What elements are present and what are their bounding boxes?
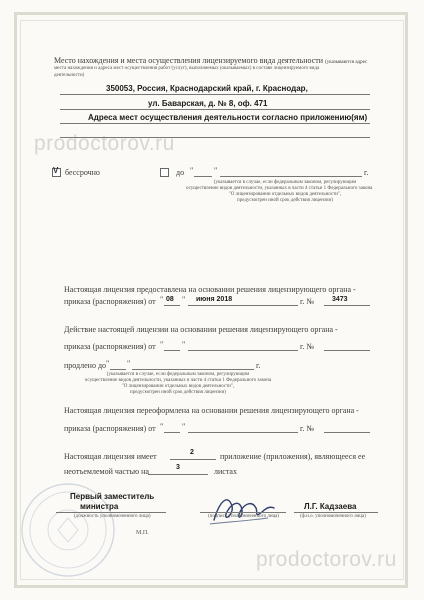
extension-note-line1: (указывается в случае, если федеральным законом, регулирующим	[106, 372, 250, 377]
term-note	[186, 180, 373, 204]
extension-until-suffix: г.	[256, 361, 261, 370]
reissue-line1: Настоящая лицензия переоформлена на основании решения лицензирующего органа -	[64, 406, 359, 415]
extension-until-quote-open: "	[106, 359, 110, 368]
reissue-number-line	[324, 432, 370, 433]
appendix-count: 2	[190, 449, 194, 456]
signer-position-line2: министра	[80, 502, 119, 511]
reissue-quote-close: "	[182, 422, 186, 431]
basis-quote-open: "	[160, 295, 164, 304]
address-line3: Адреса мест осуществления деятельности согласно приложению(ям)	[88, 113, 368, 122]
address-line1: 350053, Россия, Краснодарский край, г. Краснодар,	[106, 84, 308, 93]
until-day-line	[194, 176, 212, 177]
until-checkbox[interactable]	[160, 168, 169, 177]
basis-line1: Настоящая лицензия предоставлена на основании решения лицензирующего органа -	[64, 285, 356, 294]
extension-line1: Действие настоящей лицензии на основании решения лицензирующего органа -	[64, 325, 338, 334]
basis-quote-close: "	[182, 295, 186, 304]
basis-day-line	[164, 305, 180, 306]
stamp-place-label: М.П.	[136, 530, 149, 536]
extension-until-date-line	[132, 369, 254, 370]
extension-number-line	[324, 350, 370, 351]
signer-name: Л.Г. Кадзаева	[304, 502, 357, 511]
signature-caption: (подпись уполномоченного лица)	[208, 514, 280, 519]
extension-until-quote-close: "	[127, 359, 131, 368]
address-heading-line2: места нахождения и адреса мест осуществления работ (услуг), выполняемых (оказываемых) в составе лицензируемого вида	[54, 66, 320, 71]
extension-note	[68, 372, 288, 396]
extension-quote-close: "	[182, 340, 186, 349]
extension-number-label: г. №	[300, 342, 315, 351]
signer-position-line	[56, 512, 166, 513]
address-underline3	[60, 123, 370, 124]
signer-name-line	[294, 512, 378, 513]
basis-order-label: приказа (распоряжения) от	[64, 297, 156, 306]
reissue-quote-open: "	[160, 422, 164, 431]
signature-line	[200, 512, 286, 513]
until-quote-open: "	[190, 166, 194, 175]
extension-date-line	[188, 350, 298, 351]
basis-date-line	[188, 305, 298, 306]
watermark-top: prodoctorov.ru	[34, 132, 175, 155]
term-note-line1: (указывается в случае, если федеральным законом, регулирующим	[213, 180, 357, 185]
address-underline1	[60, 94, 370, 95]
basis-month-year: июня 2018	[196, 296, 233, 303]
basis-number-label: г. №	[300, 297, 315, 306]
extension-note-line3: "О лицензировании отдельных видов деятельности",	[121, 384, 235, 389]
address-line2: ул. Баварская, д. № 8, оф. 471	[148, 99, 268, 108]
until-quote-close: "	[214, 166, 218, 175]
address-heading-line3: деятельности)	[54, 73, 85, 78]
reissue-number-label: г. №	[300, 424, 315, 433]
basis-number: 3473	[332, 296, 348, 303]
appendix-line1-suffix: приложение (приложения), являющееся ее	[220, 452, 366, 461]
address-underline2	[60, 109, 370, 110]
reissue-order-label: приказа (распоряжения) от	[64, 424, 156, 433]
sheet-count-line	[148, 474, 208, 475]
reissue-date-line	[188, 432, 298, 433]
signer-position-line1: Первый заместитель	[70, 492, 155, 501]
address-heading-text: Место нахождения и места осуществления лицензируемого вида деятельности	[54, 56, 324, 65]
unlimited-label: бессрочно	[65, 168, 100, 177]
address-heading-line1	[54, 56, 367, 65]
extension-note-line4: предусмотрен иной срок действия лицензии)	[130, 390, 226, 395]
extension-quote-open: "	[160, 340, 164, 349]
extension-note-line2: осуществление видов деятельности, указанных в части 4 статьи 1 Федерального закона	[84, 378, 272, 383]
term-note-line4: предусмотрен иной срок действия лицензии)	[237, 198, 333, 203]
until-label: до	[176, 168, 185, 177]
extension-until-day-line	[110, 369, 126, 370]
handwritten-signature-icon	[206, 490, 278, 532]
until-date-line	[220, 176, 362, 177]
extension-until-label: продлено до	[64, 361, 107, 370]
extension-order-label: приказа (распоряжения) от	[64, 342, 156, 351]
term-note-line2: осуществление видов деятельности, указанных в части 4 статьи 1 Федерального закона	[186, 186, 373, 191]
appendix-line1-prefix: Настоящая лицензия имеет	[64, 452, 157, 461]
unlimited-check-mark: V	[53, 166, 59, 175]
appendix-line2-prefix: неотъемлемой частью на	[64, 467, 149, 476]
address-heading-note: (указываются адрес	[325, 60, 368, 65]
basis-day: 08	[166, 296, 174, 303]
extension-day-line	[164, 350, 180, 351]
term-note-line3: "О лицензировании отдельных видов деятельности",	[228, 192, 342, 197]
signer-position-caption: (должность уполномоченного лица)	[74, 514, 151, 519]
appendix-line2-suffix: листах	[214, 467, 237, 476]
signer-name-caption: (ф.и.о. уполномоченного лица)	[300, 514, 366, 519]
sheet-count: 3	[176, 464, 180, 471]
watermark-bottom: prodoctorov.ru	[256, 548, 397, 571]
appendix-count-line	[170, 459, 216, 460]
until-year-suffix: г.	[364, 168, 369, 177]
reissue-day-line	[164, 432, 180, 433]
basis-number-line	[324, 305, 370, 306]
